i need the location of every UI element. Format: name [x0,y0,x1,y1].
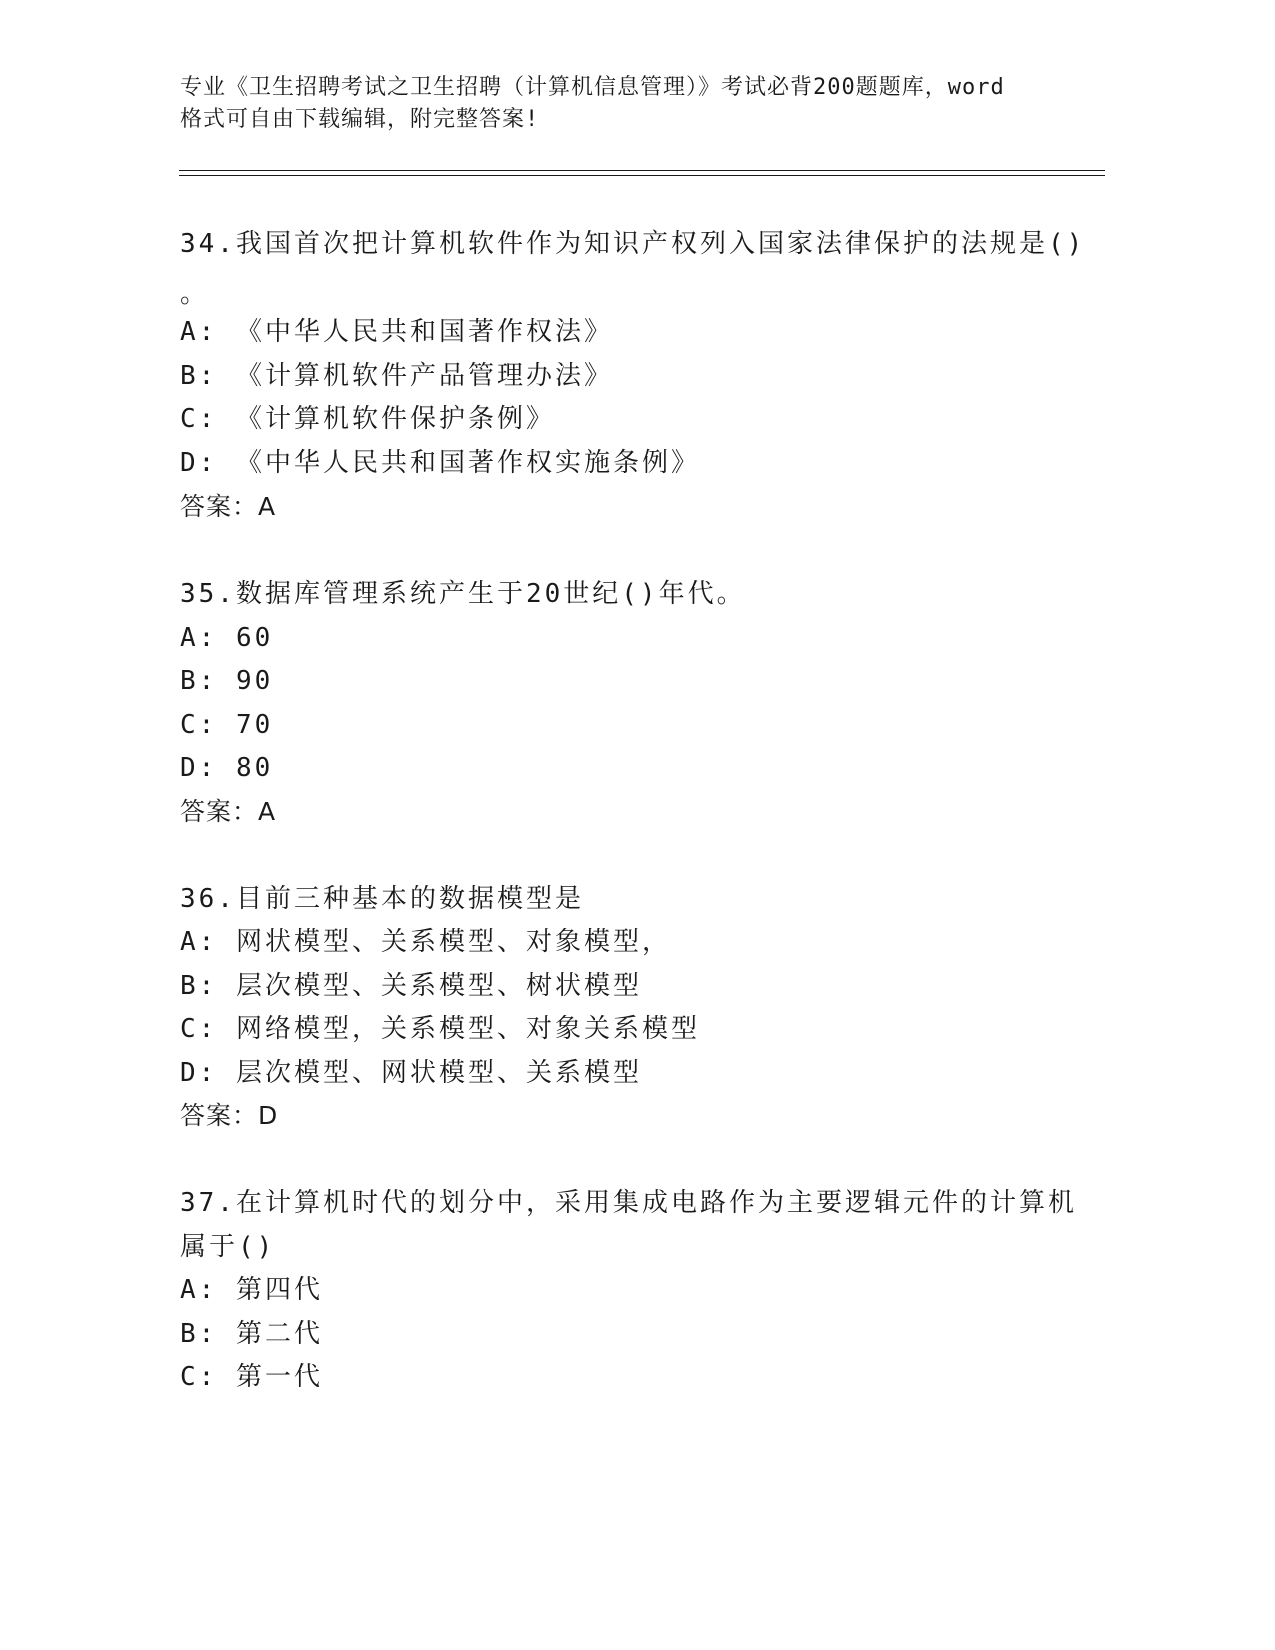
header-divider-bottom [179,175,1105,176]
question-34-option-a: A: 《中华人民共和国著作权法》 [180,317,613,347]
question-37-stem-line-2: 属于() [180,1232,276,1262]
question-35-option-a: A: 60 [180,623,274,653]
question-35-stem-line-1: 35.数据库管理系统产生于20世纪()年代。 [180,579,746,609]
question-34-option-c: C: 《计算机软件保护条例》 [180,404,555,434]
question-37-stem-line-1: 37.在计算机时代的划分中，采用集成电路作为主要逻辑元件的计算机 [180,1188,1077,1218]
question-36-answer: 答案：D [180,1101,279,1130]
header-line-2: 格式可自由下载编辑，附完整答案! [180,107,540,132]
question-37-option-b: B: 第二代 [180,1319,323,1349]
question-34-option-b: B: 《计算机软件产品管理办法》 [180,361,613,391]
question-34-option-d: D: 《中华人民共和国著作权实施条例》 [180,448,700,478]
question-36-stem-line-1: 36.目前三种基本的数据模型是 [180,884,584,914]
question-35-answer: 答案：A [180,797,277,826]
header-line-1: 专业《卫生招聘考试之卫生招聘（计算机信息管理）》考试必背200题题库，word [180,75,1005,100]
question-37-option-a: A: 第四代 [180,1275,323,1305]
question-36-option-b: B: 层次模型、关系模型、树状模型 [180,971,642,1001]
document-header [180,72,1080,136]
question-36-option-d: D: 层次模型、网状模型、关系模型 [180,1058,642,1088]
question-36-option-a: A: 网状模型、关系模型、对象模型， [180,927,671,957]
header-divider-top [179,170,1105,171]
question-34-stem-line-2: 。 [180,279,210,309]
question-35-option-b: B: 90 [180,666,274,696]
question-35-option-d: D: 80 [180,753,274,783]
question-34-answer: 答案：A [180,492,277,521]
question-34-stem-line-1: 34.我国首次把计算机软件作为知识产权列入国家法律保护的法规是() [180,229,1086,259]
question-35-option-c: C: 70 [180,710,274,740]
question-36-option-c: C: 网络模型，关系模型、对象关系模型 [180,1014,700,1044]
question-37-option-c: C: 第一代 [180,1362,323,1392]
